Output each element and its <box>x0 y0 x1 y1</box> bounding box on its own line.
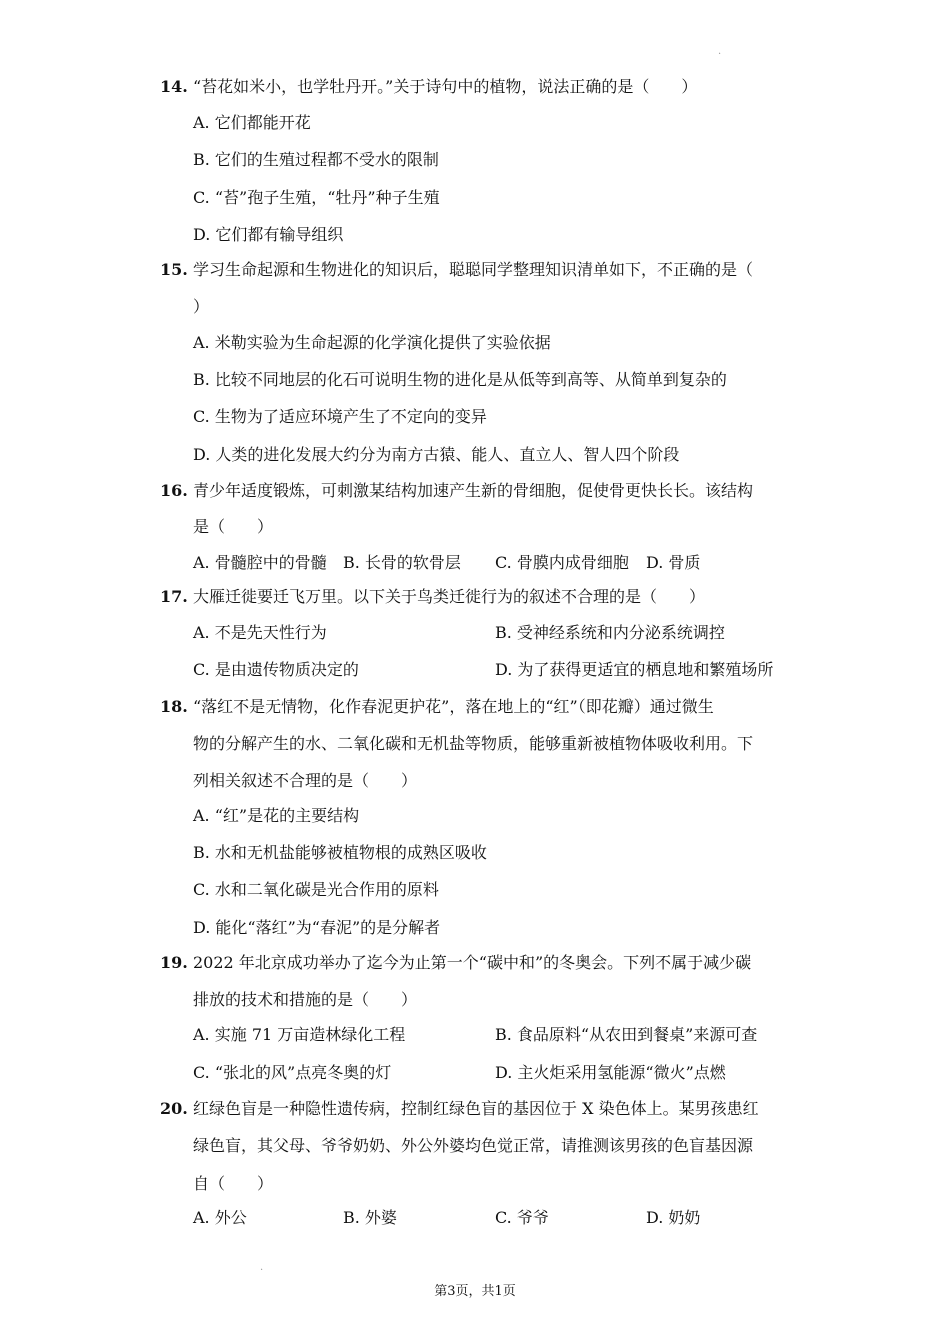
q18-option-a: A. “红”是花的主要结构 <box>193 806 360 825</box>
q14-option-a: A. 它们都能开花 <box>193 113 311 132</box>
q16-stem-line2: 是（ ） <box>193 517 274 536</box>
q14-stem: “苔花如米小，也学牡丹开。”关于诗句中的植物，说法正确的是（ ） <box>193 77 698 96</box>
q18-stem-line1: “落红不是无情物，化作春泥更护花”，落在地上的“红”（即花瓣）通过微生 <box>193 697 714 716</box>
page-footer: 第3页，共1页 <box>434 1284 516 1299</box>
q18-stem-line2: 物的分解产生的水、二氧化碳和无机盐等物质，能够重新被植物体吸收利用。下 <box>193 734 754 753</box>
q17-stem: 大雁迁徙要迁飞万里。以下关于鸟类迁徙行为的叙述不合理的是（ ） <box>193 587 706 606</box>
q19-stem-line1: 2022 年北京成功举办了迄今为止第一个“碳中和”的冬奥会。下列不属于减少碳 <box>193 953 752 972</box>
q14-option-b: B. 它们的生殖过程都不受水的限制 <box>193 150 439 169</box>
q19-option-a: A. 实施 71 万亩造林绿化工程 <box>193 1025 406 1044</box>
q20-stem-line2: 绿色盲，其父母、爷爷奶奶、外公外婆均色觉正常，请推测该男孩的色盲基因源 <box>193 1136 754 1155</box>
q20-number: 20. <box>160 1099 188 1118</box>
q17-option-a: A. 不是先天性行为 <box>193 623 327 642</box>
q18-option-b: B. 水和无机盐能够被植物根的成熟区吸收 <box>193 843 487 862</box>
bottom-mark: . <box>260 1262 264 1273</box>
q16-option-d: D. 骨质 <box>646 553 701 572</box>
q15-number: 15. <box>160 260 188 279</box>
q14-option-c: C. “苔”孢子生殖，“牡丹”种子生殖 <box>193 188 440 207</box>
q20-option-c: C. 爷爷 <box>495 1208 549 1227</box>
q18-stem-line3: 列相关叙述不合理的是（ ） <box>193 771 418 790</box>
q15-option-d: D. 人类的进化发展大约分为南方古猿、能人、直立人、智人四个阶段 <box>193 445 680 464</box>
q19-option-c: C. “张北的风”点亮冬奥的灯 <box>193 1063 392 1082</box>
q17-number: 17. <box>160 587 188 606</box>
q15-option-a: A. 米勒实验为生命起源的化学演化提供了实验依据 <box>193 333 551 352</box>
q16-option-b: B. 长骨的软骨层 <box>343 553 461 572</box>
q19-number: 19. <box>160 953 188 972</box>
q20-option-b: B. 外婆 <box>343 1208 397 1227</box>
q14-number: 14. <box>160 77 188 96</box>
q15-option-c: C. 生物为了适应环境产生了不定向的变异 <box>193 407 487 426</box>
q16-number: 16. <box>160 481 188 500</box>
q20-option-a: A. 外公 <box>193 1208 247 1227</box>
q15-option-b: B. 比较不同地层的化石可说明生物的进化是从低等到高等、从简单到复杂的 <box>193 370 727 389</box>
q18-number: 18. <box>160 697 188 716</box>
q20-option-d: D. 奶奶 <box>646 1208 701 1227</box>
q17-option-b: B. 受神经系统和内分泌系统调控 <box>495 623 725 642</box>
q16-option-a: A. 骨髓腔中的骨髓 <box>193 553 327 572</box>
q14-option-d: D. 它们都有输导组织 <box>193 225 344 244</box>
q19-stem-line2: 排放的技术和措施的是（ ） <box>193 990 418 1009</box>
q19-option-b: B. 食品原料“从农田到餐桌”来源可查 <box>495 1025 758 1044</box>
q15-stem-line2: ） <box>193 297 210 316</box>
q18-option-c: C. 水和二氧化碳是光合作用的原料 <box>193 880 439 899</box>
q15-stem-line1: 学习生命起源和生物进化的知识后，聪聪同学整理知识清单如下，不正确的是（ <box>193 260 754 279</box>
q19-option-d: D. 主火炬采用氢能源“微火”点燃 <box>495 1063 726 1082</box>
q16-option-c: C. 骨膜内成骨细胞 <box>495 553 629 572</box>
q17-option-d: D. 为了获得更适宜的栖息地和繁殖场所 <box>495 660 774 679</box>
q18-option-d: D. 能化“落红”为“春泥”的是分解者 <box>193 918 441 937</box>
q16-stem-line1: 青少年适度锻炼，可刺激某结构加速产生新的骨细胞，促使骨更快长长。该结构 <box>193 481 754 500</box>
q20-stem-line1: 红绿色盲是一种隐性遗传病，控制红绿色盲的基因位于 X 染色体上。某男孩患红 <box>193 1099 759 1118</box>
corner-mark: . <box>718 46 722 57</box>
q20-stem-line3: 自（ ） <box>193 1174 274 1193</box>
q17-option-c: C. 是由遗传物质决定的 <box>193 660 359 679</box>
